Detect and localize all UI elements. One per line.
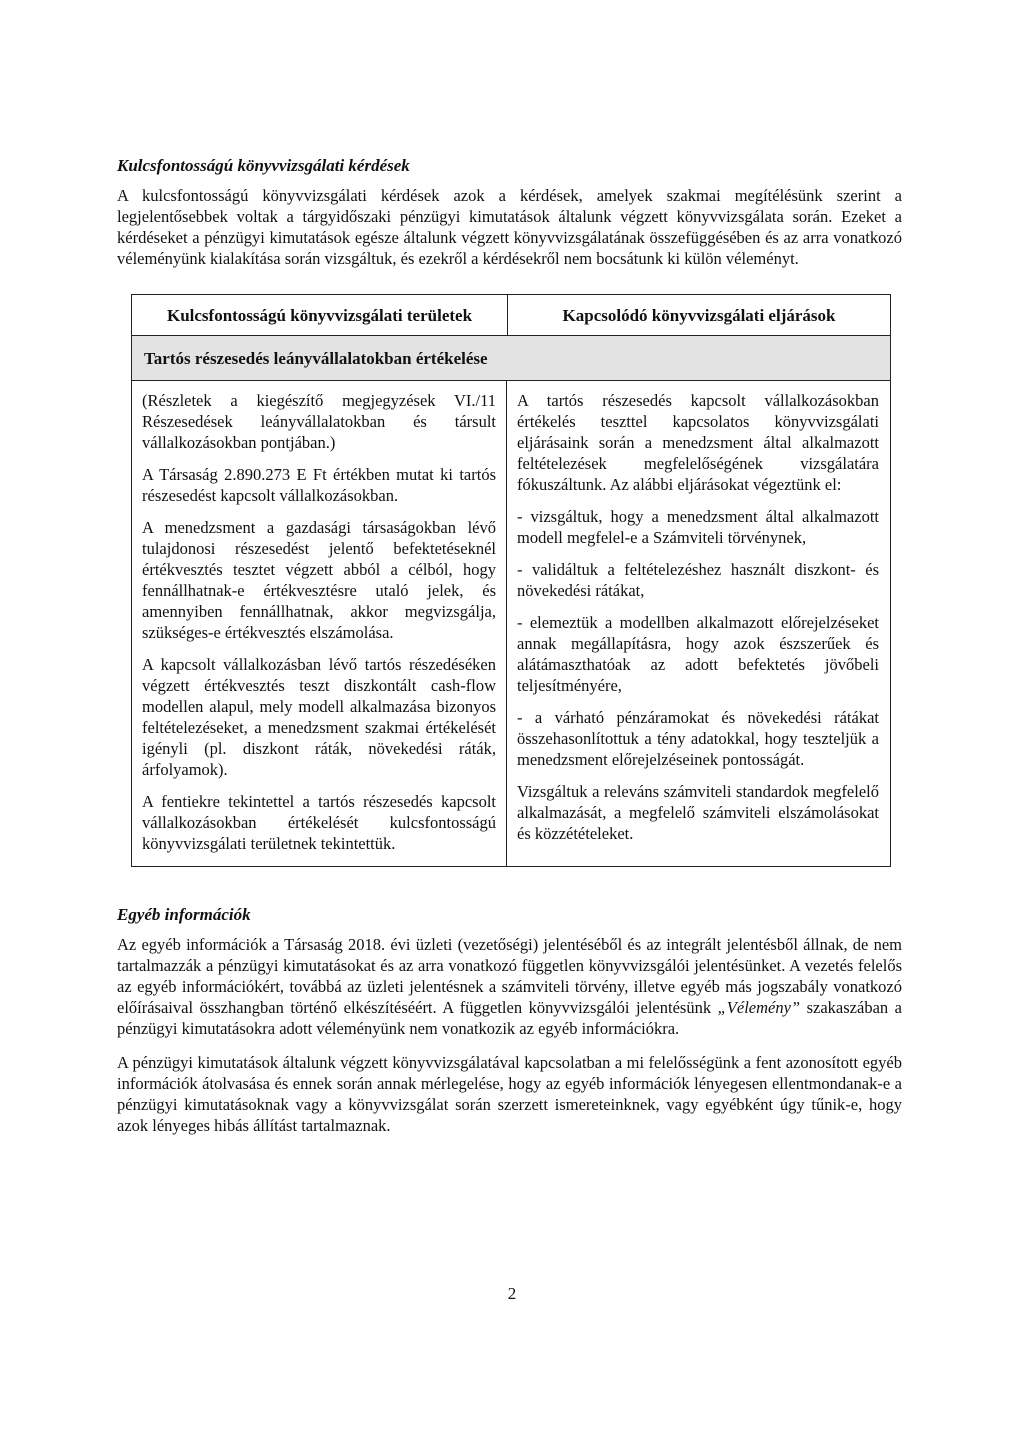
table-body-row bbox=[132, 381, 890, 866]
right-paragraph: - elemeztük a modellben alkalmazott előrejelzéseket annak megállapításra, hogy azok észszerűek és alátámaszthatóak az adott befektetés jövőbeli teljesítményére, bbox=[517, 613, 879, 695]
right-paragraph: - a várható pénzáramokat és növekedési rátákat összehasonlítottuk a tény adatokkal, hogy teszteljük a menedzsment előrejelzéseinek pontosságát. bbox=[517, 708, 879, 769]
section-title-other-information: Egyéb információk bbox=[117, 905, 251, 924]
table-header-areas: Kulcsfontosságú könyvvizsgálati területek bbox=[132, 295, 508, 335]
paragraph-text: Az egyéb információk a Társaság 2018. évi üzleti (vezetőségi) jelentéséből és az integrált jelentésből állnak, de nem tartalmazzák a pénzügyi kimutatásokat és az arra vonatkozó független könyvvizsgálói jelentésünket. A vezetés felelős az egyéb információkért, továbbá az üzleti jelentésnek a számviteli törvény, illetve egyéb más jogszabály vonatkozó előírásaival összhangban történő elkészítéséért. A független könyvvizsgálói jelentésünk bbox=[117, 935, 902, 1017]
right-paragraph: A tartós részesedés kapcsolt vállalkozásokban értékelés teszttel kapcsolatos könyvvizsgálati eljárásaink során a menedzsment által alkalmazott feltételezések megfelelőségének vizsgálatára fókuszáltunk. Az alábbi eljárásokat végeztünk el: bbox=[517, 391, 879, 494]
left-paragraph: A menedzsment a gazdasági társaságokban lévő tulajdonosi részesedést jelentő befektetéseknél értékvesztés tesztet végzett abból a célból, hogy fennállhatnak-e értékvesztésre utaló jelek, és amennyiben fennállhatnak, akkor megvizsgálja, szükséges-e értékvesztés elszámolása. bbox=[142, 518, 496, 642]
left-paragraph: A fentiekre tekintettel a tartós részesedés kapcsolt vállalkozásokban értékelését kulcsfontosságú könyvvizsgálati területnek tekintettük. bbox=[142, 792, 496, 853]
table-topic-band: Tartós részesedés leányvállalatokban értékelése bbox=[132, 336, 890, 381]
other-information-paragraph-2: A pénzügyi kimutatások általunk végzett könyvvizsgálatával kapcsolatban a mi felelősségünk a fent azonosított egyéb információk átolvasása és ennek során annak mérlegelése, hogy az egyéb információk lényegesen ellentmondanak-e a pénzügyi kimutatásoknak vagy a könyvvizsgálat során szerzett ismereteinknek, vagy egyébként úgy tűnik-e, hogy azok lényeges hibás állítást tartalmaznak. bbox=[117, 1053, 902, 1135]
other-information-paragraph-1 bbox=[117, 934, 902, 1039]
paragraph-text: szakaszában a pénzügyi kimutatásokra adott véleményünk nem vonatkozik az egyéb információkra. bbox=[117, 998, 902, 1038]
table-right-column bbox=[507, 381, 889, 866]
key-audit-matters-table bbox=[131, 294, 891, 867]
table-header-row bbox=[132, 295, 890, 336]
right-paragraph: - validáltuk a feltételezéshez használt diszkont- és növekedési rátákat, bbox=[517, 560, 879, 600]
key-audit-matters-intro: A kulcsfontosságú könyvvizsgálati kérdések azok a kérdések, amelyek szakmai megítélésünk szerint a legjelentősebbek voltak a tárgyidőszaki pénzügyi kimutatások általunk végzett könyvvizsgálata során. Ezeket a kérdéseket a pénzügyi kimutatások egésze általunk végzett könyvvizsgálatának összefüggésében és az arra vonatkozó véleményünk kialakítása során vizsgáltuk, és ezekről a kérdésekről nem bocsátunk ki külön véleményt. bbox=[117, 186, 902, 268]
page-number: 2 bbox=[507, 1284, 517, 1303]
table-header-procedures: Kapcsolódó könyvvizsgálati eljárások bbox=[562, 305, 836, 325]
left-paragraph: A Társaság 2.890.273 E Ft értékben mutat ki tartós részesedést kapcsolt vállalkozásokban. bbox=[142, 465, 496, 505]
left-paragraph: A kapcsolt vállalkozásban lévő tartós részedéséken végzett értékvesztés teszt diszkontált cash-flow modellen alapul, mely modell alkalmazása bizonyos feltételezéseket, a menedzsment szakmai értékelését igényli (pl. diszkont ráták, növekedési ráták, árfolyamok). bbox=[142, 655, 496, 779]
right-paragraph: - vizsgáltuk, hogy a menedzsment által alkalmazott modell megfelel-e a Számviteli törvénynek, bbox=[517, 507, 879, 547]
table-left-column bbox=[132, 381, 507, 866]
document-page bbox=[117, 155, 902, 1136]
quoted-term: „Vélemény” bbox=[717, 998, 801, 1017]
right-paragraph: Vizsgáltuk a releváns számviteli standardok megfelelő alkalmazását, a megfelelő számviteli elszámolásokat és közzétételeket. bbox=[517, 782, 879, 843]
left-paragraph: (Részletek a kiegészítő megjegyzések VI./11 Részesedések leányvállalatokban és társult vállalkozásokban pontjában.) bbox=[142, 391, 496, 452]
section-title-key-audit-matters: Kulcsfontosságú könyvvizsgálati kérdések bbox=[117, 156, 410, 175]
other-information-section bbox=[117, 904, 902, 1136]
